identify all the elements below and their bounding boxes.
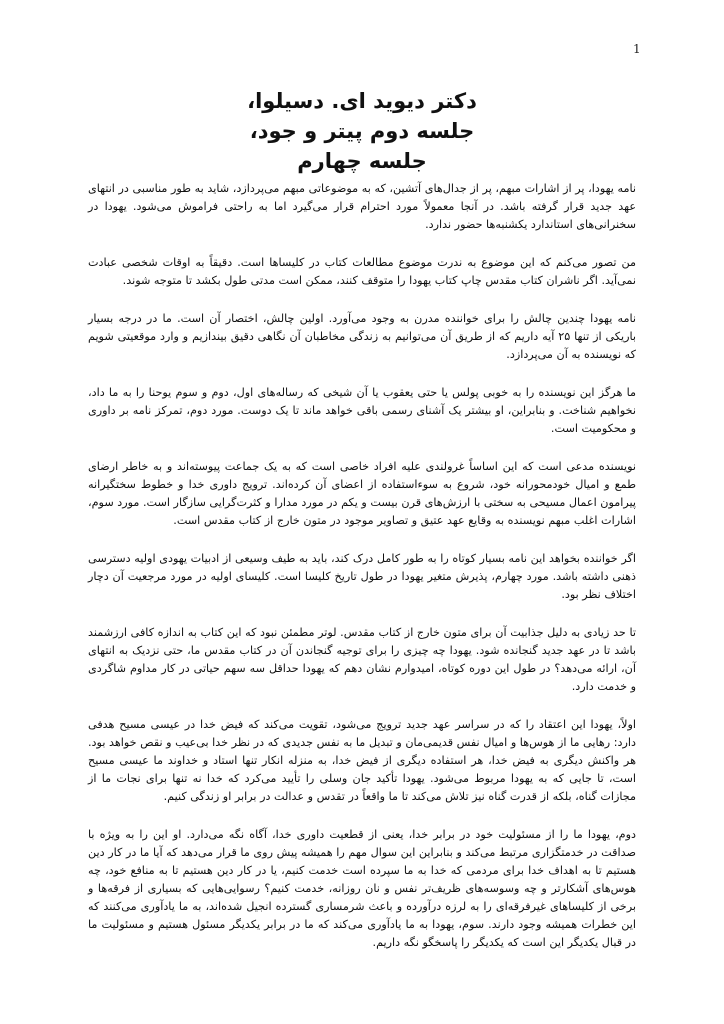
paragraph-8: اولاً، یهودا این اعتقاد را که در سراسر عهد جدید ترویج می‌شود، تقویت می‌کند که فیض خدا در عیسی مسیح هدفی دارد: رهایی ما از هوس‌ها و امیال نفس قدیمی‌مان و تبدیل ما به نفس جدیدی که در نظر خدا بی‌عیب و نقص خواهد بود. هر واکنش دیگری به فیض خدا، هر استفاده دیگری از فیض خدا، به منزله انکار تنها استاد و خداوند ما عیسی مسیح است، تا جایی که به یهودا مربوط می‌شود. یهودا تأکید جان وسلی را تأیید می‌کرد که خدا نه تنها برای نجات ما از مجازات گناه، بلکه از قدرت گناه نیز تلاش می‌کند تا ما واقعاً در تقدس و عدالت در برابر او زندگی کنیم. <box>88 718 636 803</box>
document-body <box>88 180 636 972</box>
paragraph-3: نامه یهودا چندین چالش را برای خواننده مدرن به وجود می‌آورد. اولین چالش، اختصار آن است. ما در درجه بسیار باریکی از تنها ۲۵ آیه داریم که از طریق آن می‌توانیم به زندگی مخاطبان آن نگاهی دقیق بیندازیم و وارد موقعیتی شویم که نویسنده به آن می‌پردازد. <box>88 312 636 361</box>
document-title <box>0 86 724 176</box>
paragraph-9: دوم، یهودا ما را از مسئولیت خود در برابر خدا، یعنی از قطعیت داوری خدا، آگاه نگه می‌دارد. او این را به ویژه با صداقت در خدمتگزاری مرتبط می‌کند و بنابراین این سوال مهم را همیشه پیش روی ما قرار می‌دهد که آیا ما در کار دین هستیم تا به اهداف خدا برای مردمی که خدا به ما سپرده است خدمت کنیم، یا در کار دین هستیم تا به منافع خود، چه هوس‌های آشکارتر و چه وسوسه‌های ظریف‌تر نفس و نان روزانه، خدمت کنیم؟ رسوایی‌هایی که بسیاری از فرقه‌ها و برخی از کلیساهای غیرفرقه‌ای را به لرزه درآورده و باعث شرمساری گسترده انجیل شده‌اند، به ما یادآوری می‌کنند که این خطرات همیشه وجود دارند. سوم، یهودا به ما یادآوری می‌کند که ما در برابر یکدیگر مسئول هستیم و مسئولیت ما در قبال یکدیگر این است که یکدیگر را پاسخگو نگه داریم. <box>88 828 636 949</box>
paragraph-2: من تصور می‌کنم که این موضوع به ندرت موضوع مطالعات کتاب در کلیساها است. دقیقاً به اوقات شخصی عبادت نمی‌آید. اگر ناشران کتاب مقدس چاپ کتاب یهودا را متوقف کنند، ممکن است مدتی طول بکشد تا متوجه شوند. <box>88 256 636 287</box>
page-number: 1 <box>633 42 641 56</box>
paragraph-1: نامه یهودا، پر از اشارات مبهم، پر از جدال‌های آتشین، که به موضوعاتی مبهم می‌پردازد، شاید به طور مناسبی در انتهای عهد جدید قرار گرفته باشد. در آنجا معمولاً مورد احترام قرار می‌گیرد اما به راحتی فراموش می‌شود. یهودا در سخنرانی‌های استاندارد یکشنبه‌ها حضور ندارد. <box>88 182 636 231</box>
title-line-2: جلسه دوم پیتر و جود، <box>249 119 475 143</box>
paragraph-4: ما هرگز این نویسنده را به خوبی پولس یا حتی یعقوب یا آن شیخی که رساله‌های اول، دوم و سوم یوحنا را به ما داد، نخواهیم شناخت. و بنابراین، او بیشتر یک آشنای رسمی باقی خواهد ماند تا یک دوست. مورد دوم، تمرکز نامه بر داوری و محکومیت است. <box>88 386 636 435</box>
title-line-3: جلسه چهارم <box>297 149 427 173</box>
paragraph-6: اگر خواننده بخواهد این نامه بسیار کوتاه را به طور کامل درک کند، باید به طیف وسیعی از ادبیات یهودی اولیه دسترسی ذهنی داشته باشد. مورد چهارم، پذیرش متغیر یهودا در طول تاریخ کلیسا است. کلیسای اولیه در مورد مرجعیت آن دچار اختلاف نظر بود. <box>88 552 636 601</box>
paragraph-5: نویسنده مدعی است که این اساساً غرولندی علیه افراد خاصی است که به یک جماعت پیوسته‌اند و به خاطر ارضای طمع و امیال خودمحورانه خود، شروع به سوءاستفاده از اعضای آن کرده‌اند. ترویج داوری خدا و خطوط سختگیرانه پیرامون اعمال مسیحی به سختی با ارزش‌های قرن بیست و یکم در مورد مدارا و کثرت‌گرایی سازگار است. مورد سوم، اشارات اغلب مبهم نویسنده به وقایع عهد عتیق و تصاویر موجود در متون خارج از کتاب مقدس است. <box>88 460 636 527</box>
title-line-1: دکتر دیوید ای. دسیلوا، <box>247 89 477 113</box>
paragraph-7: تا حد زیادی به دلیل جذابیت آن برای متون خارج از کتاب مقدس. لوتر مطمئن نبود که این کتاب به اندازه کافی ارزشمند باشد تا در عهد جدید گنجانده شود. یهودا چه چیزی را برای توجیه گنجاندن آن در کتاب مقدس ما، حتی نزدیک به انتهای آن، ارائه می‌دهد؟ در طول این دوره کوتاه، امیدوارم نشان دهم که یهودا حداقل سه سهم حیاتی در کار مداوم شاگردی و خدمت دارد. <box>88 626 636 693</box>
